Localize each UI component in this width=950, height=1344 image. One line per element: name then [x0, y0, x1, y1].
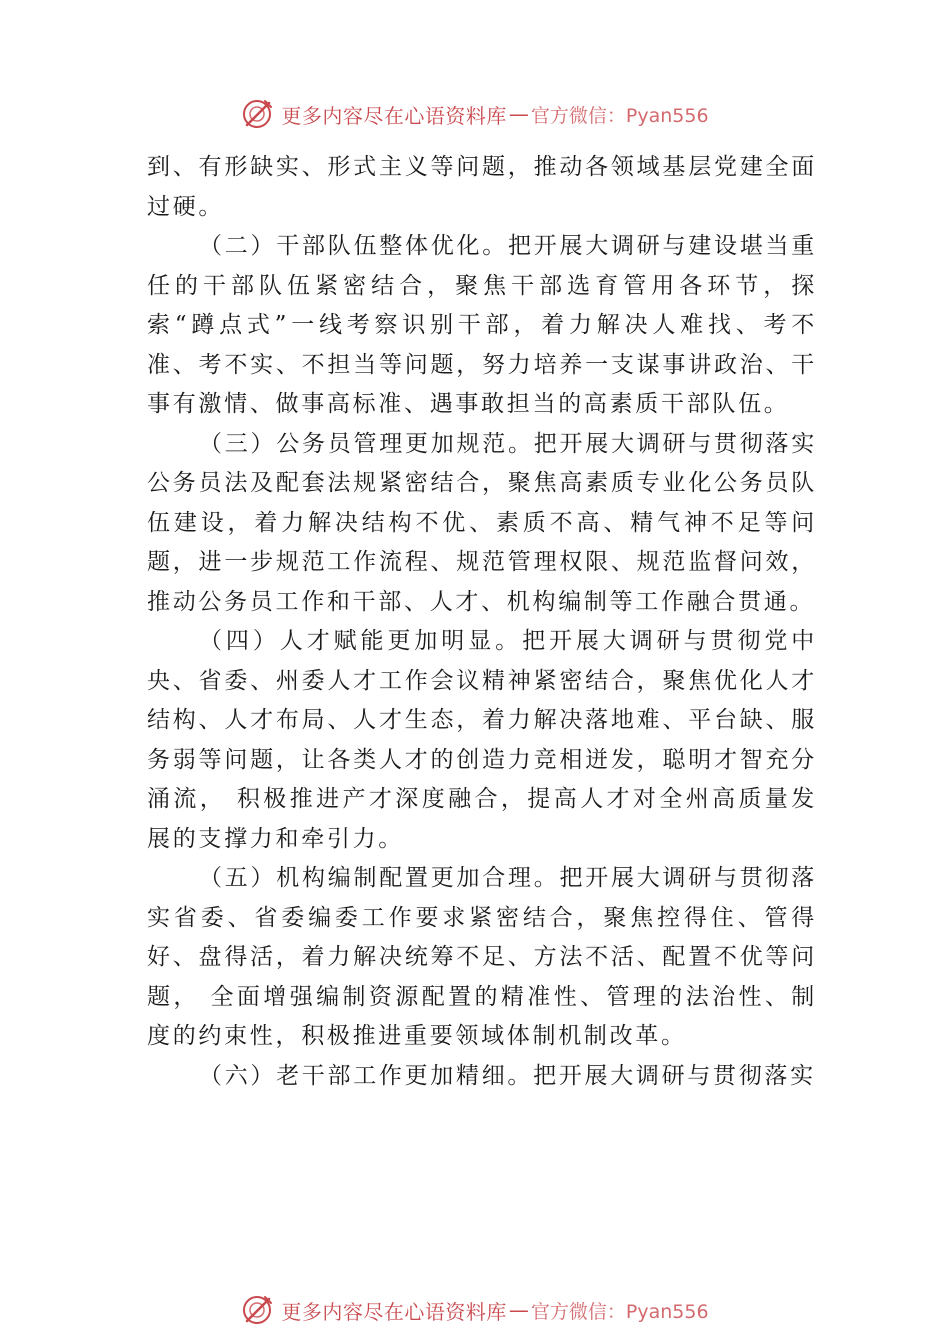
brand-logo-icon: [241, 97, 275, 131]
paragraph-veteran-cadre: （六）老干部工作更加精细。把开展大调研与贯彻落实: [199, 1062, 816, 1089]
header-banner-wechat-text: 官方微信：Pyan556: [530, 104, 709, 127]
document-body: [147, 148, 817, 1096]
header-banner-main-text: 更多内容尽在心语资料库: [281, 103, 507, 128]
header-watermark-banner: [0, 92, 950, 136]
footer-banner-separator: —: [508, 1298, 529, 1322]
footer-banner-main-text: 更多内容尽在心语资料库: [281, 1299, 507, 1324]
paragraph-continuation: 到、有形缺实、形式主义等问题，推动各领域基层党建全面过硬。: [147, 154, 817, 220]
paragraph-talent: （四）人才赋能更加明显。把开展大调研与贯彻党中央、省委、州委人才工作会议精神紧密结合，聚焦优化人才结构、人才布局、人才生态，着力解决落地难、平台缺、服务弱等问题，让各类人才的创造力竞相迸发，聪明才智充分涌流， 积极推进产才深度融合，提高人才对全州高质量发展的支撑力和牵引力。: [147, 628, 817, 852]
footer-watermark-banner: [0, 1288, 950, 1332]
paragraph-civil-servant: （三）公务员管理更加规范。把开展大调研与贯彻落实公务员法及配套法规紧密结合，聚焦高素质专业化公务员队伍建设，着力解决结构不优、素质不高、精气神不足等问题，进一步规范工作流程、规范管理权限、规范监督问效，推动公务员工作和干部、人才、机构编制等工作融合贯通。: [147, 430, 817, 615]
footer-banner-wechat-text: 官方微信：Pyan556: [530, 1300, 709, 1323]
brand-logo-icon: [241, 1293, 275, 1327]
paragraph-organization: （五）机构编制配置更加合理。把开展大调研与贯彻落实省委、省委编委工作要求紧密结合，聚焦控得住、管得好、盘得活，着力解决统筹不足、方法不活、配置不优等问题， 全面增强编制资源配置的精准性、管理的法治性、制度的约束性，积极推进重要领域体制机制改革。: [147, 865, 817, 1049]
header-banner-separator: —: [508, 102, 529, 126]
paragraph-cadre-team: （二）干部队伍整体优化。把开展大调研与建设堪当重任的干部队伍紧密结合，聚焦干部选育管用各环节，探索“蹲点式”一线考察识别干部，着力解决人难找、考不准、考不实、不担当等问题，努力培养一支谋事讲政治、干事有激情、做事高标准、遇事敢担当的高素质干部队伍。: [147, 233, 817, 417]
